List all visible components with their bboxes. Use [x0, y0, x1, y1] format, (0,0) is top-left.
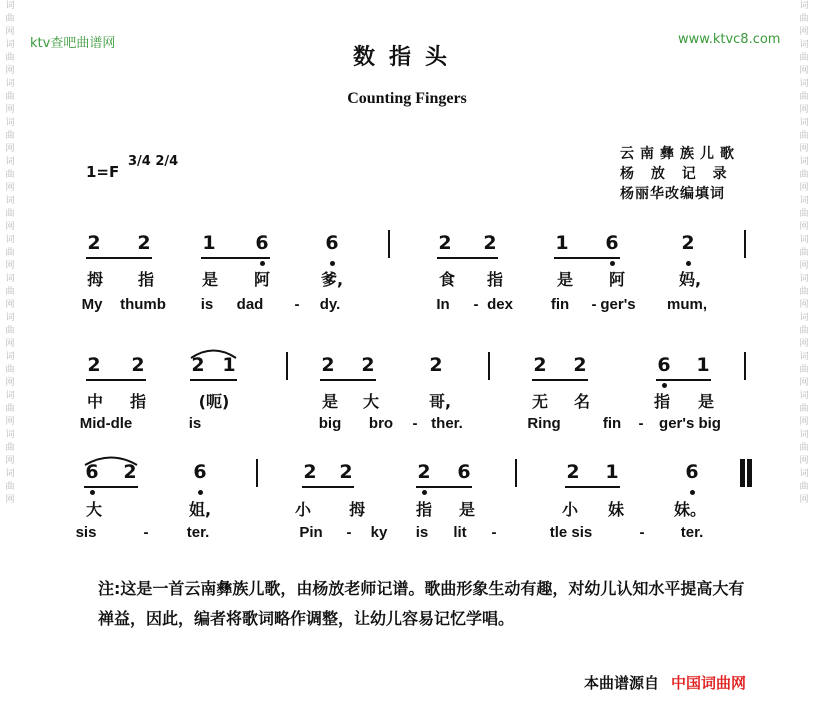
lyric-zh: 指: [486, 270, 504, 289]
jianpu-note: 6: [657, 354, 671, 376]
side-watermark-char: 网: [799, 339, 809, 349]
side-watermark-char: 曲: [5, 14, 15, 24]
side-watermark-char: 网: [799, 417, 809, 427]
jianpu-note: 1: [605, 461, 619, 483]
jianpu-note: 2: [339, 461, 353, 483]
jianpu-note: 2: [137, 232, 151, 254]
lyric-en: ger's big: [659, 415, 721, 432]
side-watermark-char: 词: [5, 1, 15, 11]
footnote-label: 注:: [98, 579, 121, 598]
octave-dot-below: [690, 490, 695, 495]
side-watermark-char: 网: [799, 183, 809, 193]
beam-underline: [86, 379, 146, 381]
beam-underline: [554, 257, 620, 259]
side-watermark-char: 词: [799, 391, 809, 401]
jianpu-note: 6: [685, 461, 699, 483]
time-signature: 3/4 2/4: [128, 154, 179, 169]
lyric-zh: 指: [137, 270, 155, 289]
side-watermark-char: 词: [799, 235, 809, 245]
lyric-en: mum,: [666, 296, 708, 313]
lyric-en: is: [415, 524, 429, 541]
beam-underline: [656, 379, 711, 381]
jianpu-note: 2: [429, 354, 443, 376]
side-watermark-char: 词: [5, 40, 15, 50]
side-watermark-char: 网: [799, 261, 809, 271]
octave-dot-below: [330, 261, 335, 266]
jianpu-note: 6: [457, 461, 471, 483]
jianpu-note: 2: [87, 232, 101, 254]
side-watermark-char: 词: [5, 196, 15, 206]
side-watermark-char: 网: [799, 222, 809, 232]
barline: [744, 352, 746, 380]
lyric-zh: 姐,: [188, 500, 212, 519]
side-watermark-char: 曲: [799, 482, 809, 492]
slur-arc: [84, 454, 138, 466]
jianpu-note: 2: [191, 354, 205, 376]
meter-b-den: 4: [169, 154, 179, 169]
meter-a-den: 4: [141, 154, 151, 169]
beam-underline: [320, 379, 376, 381]
jianpu-note: 2: [681, 232, 695, 254]
side-watermark-char: 网: [5, 456, 15, 466]
side-watermark-char: 词: [5, 313, 15, 323]
jianpu-note: 6: [605, 232, 619, 254]
site-watermark-left: ktv查吧曲谱网: [30, 36, 116, 51]
lyric-zh: 拇: [86, 270, 104, 289]
side-watermark-char: 网: [5, 417, 15, 427]
barline: [256, 459, 258, 487]
side-watermark-char: 曲: [5, 92, 15, 102]
side-watermark-char: 词: [799, 352, 809, 362]
credit-origin: 云南彝族儿歌: [620, 146, 740, 162]
side-watermark-char: 网: [5, 183, 15, 193]
lyric-zh: 阿: [253, 270, 271, 289]
side-watermark-char: 词: [799, 118, 809, 128]
beam-underline: [565, 486, 620, 488]
side-watermark-char: 网: [799, 105, 809, 115]
jianpu-note: 1: [555, 232, 569, 254]
side-watermark-char: 网: [799, 378, 809, 388]
jianpu-note: 2: [483, 232, 497, 254]
beam-underline: [84, 486, 138, 488]
side-watermark-char: 网: [5, 495, 15, 505]
side-watermark-char: 词: [5, 235, 15, 245]
lyric-zh: 爹,: [320, 270, 344, 289]
meter-a-num: 3: [128, 154, 138, 169]
lyric-en: -: [639, 524, 645, 541]
side-watermark-char: 曲: [5, 365, 15, 375]
lyric-en: ky: [370, 524, 388, 541]
side-watermark-char: 曲: [799, 404, 809, 414]
lyric-zh: 小: [294, 500, 312, 519]
side-watermark-char: 曲: [799, 326, 809, 336]
lyric-en: bro: [368, 415, 394, 432]
lyric-zh: 是: [556, 270, 574, 289]
side-watermark-left: [2, 0, 18, 720]
lyric-en: ter.: [680, 524, 704, 541]
lyric-en: In: [436, 296, 450, 313]
side-watermark-char: 网: [799, 300, 809, 310]
lyric-en: fin: [602, 415, 622, 432]
side-watermark-char: 曲: [799, 365, 809, 375]
side-watermark-char: 网: [5, 105, 15, 115]
source-label: 本曲谱源自: [584, 674, 660, 692]
side-watermark-char: 网: [5, 339, 15, 349]
beam-underline: [532, 379, 588, 381]
lyric-zh: 妹。: [673, 500, 707, 519]
lyric-zh: 妈,: [678, 270, 702, 289]
octave-dot-below: [198, 490, 203, 495]
side-watermark-char: 网: [5, 66, 15, 76]
lyric-zh: 哥,: [428, 392, 452, 411]
lyric-en: lit: [453, 524, 467, 541]
octave-dot-below: [686, 261, 691, 266]
side-watermark-char: 网: [799, 27, 809, 37]
side-watermark-char: 网: [5, 144, 15, 154]
lyric-zh: 拇: [348, 500, 366, 519]
lyric-en: -: [491, 524, 497, 541]
jianpu-note: 2: [87, 354, 101, 376]
source-site: 中国词曲网: [671, 674, 747, 692]
footnote-text: 这是一首云南彝族儿歌，由杨放老师记谱。歌曲形象生动有趣，对幼儿认知水平提高大有禅益，因此，编者将歌词略作调整，让幼儿容易记忆学唱。: [98, 579, 745, 628]
side-watermark-char: 词: [5, 118, 15, 128]
footnote: [98, 574, 758, 634]
side-watermark-char: 网: [799, 456, 809, 466]
lyric-en: tle sis: [549, 524, 593, 541]
lyric-zh: 小: [561, 500, 579, 519]
lyric-zh: 大: [362, 392, 380, 411]
lyric-zh: 是: [458, 500, 476, 519]
credits: [620, 144, 740, 204]
lyric-en: ther.: [431, 415, 463, 432]
lyric-en: Ring: [527, 415, 561, 432]
side-watermark-char: 曲: [799, 170, 809, 180]
side-watermark-char: 曲: [5, 443, 15, 453]
side-watermark-char: 词: [5, 79, 15, 89]
jianpu-note: 2: [131, 354, 145, 376]
side-watermark-char: 曲: [5, 248, 15, 258]
jianpu-note: 2: [566, 461, 580, 483]
lyric-en: -: [473, 296, 479, 313]
jianpu-note: 1: [202, 232, 216, 254]
lyric-en: is: [200, 296, 214, 313]
lyric-en: dad: [236, 296, 264, 313]
final-barline: [740, 459, 745, 487]
jianpu-note: 2: [438, 232, 452, 254]
octave-dot-below: [260, 261, 265, 266]
beam-underline: [437, 257, 498, 259]
jianpu-note: 6: [255, 232, 269, 254]
side-watermark-char: 词: [5, 352, 15, 362]
barline: [488, 352, 490, 380]
side-watermark-char: 词: [799, 274, 809, 284]
jianpu-note: 6: [325, 232, 339, 254]
lyric-en: dex: [487, 296, 513, 313]
side-watermark-char: 词: [799, 1, 809, 11]
jianpu-note: 2: [123, 461, 137, 483]
side-watermark-char: 曲: [5, 287, 15, 297]
lyric-zh: 指: [653, 392, 671, 411]
side-watermark-char: 曲: [799, 209, 809, 219]
side-watermark-char: 网: [799, 66, 809, 76]
octave-dot-below: [422, 490, 427, 495]
lyric-zh: 是: [201, 270, 219, 289]
lyric-en: Mid-dle: [79, 415, 133, 432]
jianpu-note: 2: [417, 461, 431, 483]
jianpu-note: 2: [303, 461, 317, 483]
credit-arranger: 杨丽华改编填词: [620, 186, 725, 202]
lyric-en: -: [412, 415, 418, 432]
side-watermark-char: 曲: [799, 443, 809, 453]
lyric-zh: 中: [86, 392, 104, 411]
meter-b-num: 2: [155, 154, 165, 169]
lyric-en: -: [591, 296, 597, 313]
jianpu-note: 6: [85, 461, 99, 483]
lyric-en: is: [188, 415, 202, 432]
lyric-en: -: [143, 524, 149, 541]
barline: [515, 459, 517, 487]
lyric-en: -: [346, 524, 352, 541]
side-watermark-char: 曲: [5, 482, 15, 492]
octave-dot-below: [90, 490, 95, 495]
side-watermark-char: 网: [799, 144, 809, 154]
source-line: [584, 672, 746, 693]
lyric-zh: 是: [697, 392, 715, 411]
side-watermark-char: 曲: [5, 53, 15, 63]
lyric-zh: 指: [129, 392, 147, 411]
lyric-zh: 指: [415, 500, 433, 519]
side-watermark-char: 曲: [799, 131, 809, 141]
song-subtitle: Counting Fingers: [347, 90, 467, 107]
side-watermark-char: 曲: [799, 14, 809, 24]
octave-dot-below: [610, 261, 615, 266]
lyric-en: My: [81, 296, 103, 313]
lyric-zh: 大: [85, 500, 103, 519]
jianpu-note: 2: [573, 354, 587, 376]
beam-underline: [416, 486, 472, 488]
side-watermark-char: 曲: [5, 170, 15, 180]
lyric-en: fin: [550, 296, 570, 313]
slur-arc: [190, 347, 237, 359]
lyric-zh: 是: [321, 392, 339, 411]
beam-underline: [302, 486, 354, 488]
jianpu-note: 6: [193, 461, 207, 483]
lyric-zh: 阿: [608, 270, 626, 289]
side-watermark-char: 词: [799, 157, 809, 167]
side-watermark-char: 网: [5, 378, 15, 388]
lyric-en: dy.: [319, 296, 341, 313]
side-watermark-char: 曲: [799, 53, 809, 63]
site-watermark-right: www.ktvc8.com: [678, 32, 781, 47]
octave-dot-below: [662, 383, 667, 388]
side-watermark-char: 曲: [799, 248, 809, 258]
final-barline: [747, 459, 752, 487]
lyric-en: ter.: [186, 524, 210, 541]
jianpu-note: 1: [222, 354, 236, 376]
side-watermark-char: 词: [5, 391, 15, 401]
side-watermark-char: 词: [799, 40, 809, 50]
barline: [744, 230, 746, 258]
lyric-zh: 无: [531, 392, 549, 411]
lyric-en: ger's: [600, 296, 636, 313]
jianpu-note: 2: [321, 354, 335, 376]
lyric-en: Pin: [299, 524, 323, 541]
side-watermark-char: 曲: [799, 287, 809, 297]
key-signature: 1=F: [86, 163, 120, 181]
jianpu-note: 2: [361, 354, 375, 376]
side-watermark-char: 曲: [5, 404, 15, 414]
side-watermark-char: 词: [5, 157, 15, 167]
side-watermark-char: 网: [5, 27, 15, 37]
side-watermark-char: 网: [5, 300, 15, 310]
lyric-zh: 食: [438, 270, 456, 289]
lyric-zh: 名: [573, 392, 591, 411]
barline: [286, 352, 288, 380]
side-watermark-char: 词: [5, 469, 15, 479]
credit-transcriber: 杨 放 记 录: [620, 166, 733, 182]
beam-underline: [86, 257, 152, 259]
side-watermark-char: 词: [799, 313, 809, 323]
side-watermark-char: 词: [799, 79, 809, 89]
jianpu-note: 1: [696, 354, 710, 376]
side-watermark-char: 曲: [5, 209, 15, 219]
side-watermark-char: 词: [799, 430, 809, 440]
lyric-zh: (呃): [198, 392, 230, 411]
lyric-en: big: [318, 415, 342, 432]
lyric-zh: 妹: [607, 500, 625, 519]
side-watermark-char: 网: [5, 261, 15, 271]
barline: [388, 230, 390, 258]
lyric-en: -: [294, 296, 300, 313]
side-watermark-char: 曲: [5, 131, 15, 141]
beam-underline: [201, 257, 270, 259]
side-watermark-char: 曲: [5, 326, 15, 336]
side-watermark-char: 词: [5, 430, 15, 440]
side-watermark-char: 词: [799, 469, 809, 479]
side-watermark-char: 网: [5, 222, 15, 232]
beam-underline: [190, 379, 237, 381]
lyric-en: -: [638, 415, 644, 432]
song-title: 数指头: [352, 45, 461, 70]
side-watermark-char: 词: [5, 274, 15, 284]
jianpu-note: 2: [533, 354, 547, 376]
side-watermark-char: 词: [799, 196, 809, 206]
side-watermark-char: 网: [799, 495, 809, 505]
lyric-en: sis: [75, 524, 97, 541]
side-watermark-right: [796, 0, 812, 720]
lyric-en: thumb: [120, 296, 166, 313]
side-watermark-char: 曲: [799, 92, 809, 102]
